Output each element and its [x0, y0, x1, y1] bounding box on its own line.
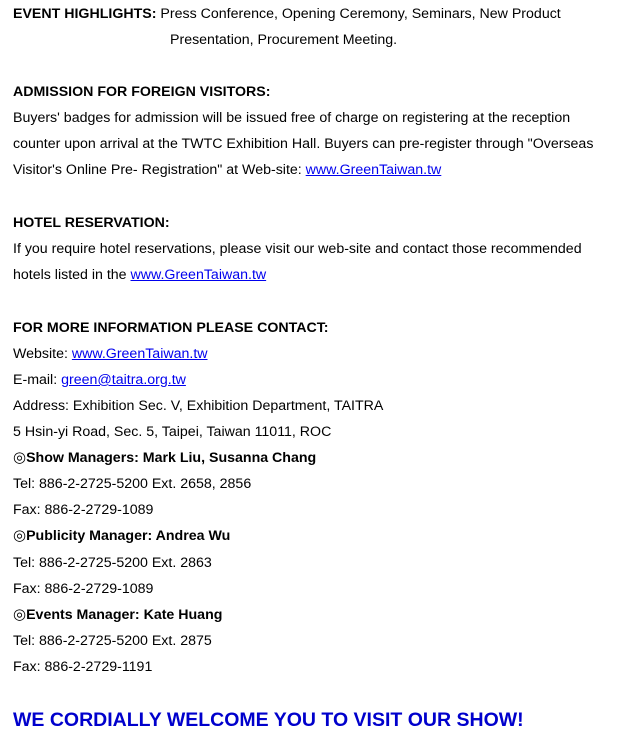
- publicity-manager-tel: Tel: 886-2-2725-5200 Ext. 2863: [13, 555, 212, 571]
- bullseye-mark-icon: ◎: [13, 527, 27, 544]
- publicity-manager-label: Publicity Manager: Andrea Wu: [26, 528, 231, 544]
- show-managers-tel: Tel: 886-2-2725-5200 Ext. 2658, 2856: [13, 476, 252, 492]
- event-highlights-line-1: [13, 5, 561, 23]
- events-manager-tel: Tel: 886-2-2725-5200 Ext. 2875: [13, 633, 212, 649]
- contact-website-line: [13, 345, 208, 363]
- contact-address-1: Address: Exhibition Sec. V, Exhibition Department, TAITRA: [13, 398, 384, 414]
- events-manager-label: Events Manager: Kate Huang: [26, 607, 223, 623]
- show-managers-fax: Fax: 886-2-2729-1089: [13, 502, 154, 518]
- hotel-text-1: If you require hotel reservations, please visit our web-site and contact those recommended: [13, 241, 582, 257]
- event-highlights-heading: EVENT HIGHLIGHTS:: [13, 6, 157, 22]
- admission-text-3: [13, 161, 441, 179]
- admission-website-link[interactable]: www.GreenTaiwan.tw: [305, 162, 442, 178]
- contact-address-2: 5 Hsin-yi Road, Sec. 5, Taipei, Taiwan 11011, ROC: [13, 424, 332, 440]
- admission-text-1: Buyers' badges for admission will be issued free of charge on registering at the reception: [13, 110, 571, 126]
- event-highlights-text-2: Presentation, Procurement Meeting.: [170, 32, 398, 48]
- contact-email-link[interactable]: green@taitra.org.tw: [61, 372, 186, 388]
- show-managers-line: [13, 449, 316, 467]
- admission-heading: ADMISSION FOR FOREIGN VISITORS:: [13, 84, 271, 100]
- contact-website-link[interactable]: www.GreenTaiwan.tw: [71, 346, 208, 362]
- event-highlights-text-1: Press Conference, Opening Ceremony, Seminars, New Product: [160, 6, 561, 22]
- contact-email-line: [13, 371, 186, 389]
- admission-text-3-prefix: Visitor's Online Pre- Registration" at Web-site:: [13, 162, 306, 178]
- events-manager-line: [13, 606, 222, 624]
- publicity-manager-line: [13, 527, 230, 545]
- contact-heading: FOR MORE INFORMATION PLEASE CONTACT:: [13, 320, 329, 336]
- bullseye-mark-icon: ◎: [13, 606, 27, 623]
- bullseye-mark-icon: ◎: [13, 449, 27, 466]
- hotel-text-2: [13, 266, 266, 284]
- hotel-text-2-prefix: hotels listed in the: [13, 267, 131, 283]
- show-managers-label: Show Managers: Mark Liu, Susanna Chang: [26, 450, 317, 466]
- events-manager-fax: Fax: 886-2-2729-1191: [13, 659, 153, 675]
- publicity-manager-fax: Fax: 886-2-2729-1089: [13, 581, 154, 597]
- hotel-website-link[interactable]: www.GreenTaiwan.tw: [130, 267, 267, 283]
- contact-website-label: Website:: [13, 346, 72, 362]
- welcome-banner: WE CORDIALLY WELCOME YOU TO VISIT OUR SHOW!: [13, 709, 524, 731]
- hotel-heading: HOTEL RESERVATION:: [13, 215, 170, 231]
- admission-text-2: counter upon arrival at the TWTC Exhibition Hall. Buyers can pre-register through "Overseas: [13, 136, 594, 152]
- contact-email-label: E-mail:: [13, 372, 62, 388]
